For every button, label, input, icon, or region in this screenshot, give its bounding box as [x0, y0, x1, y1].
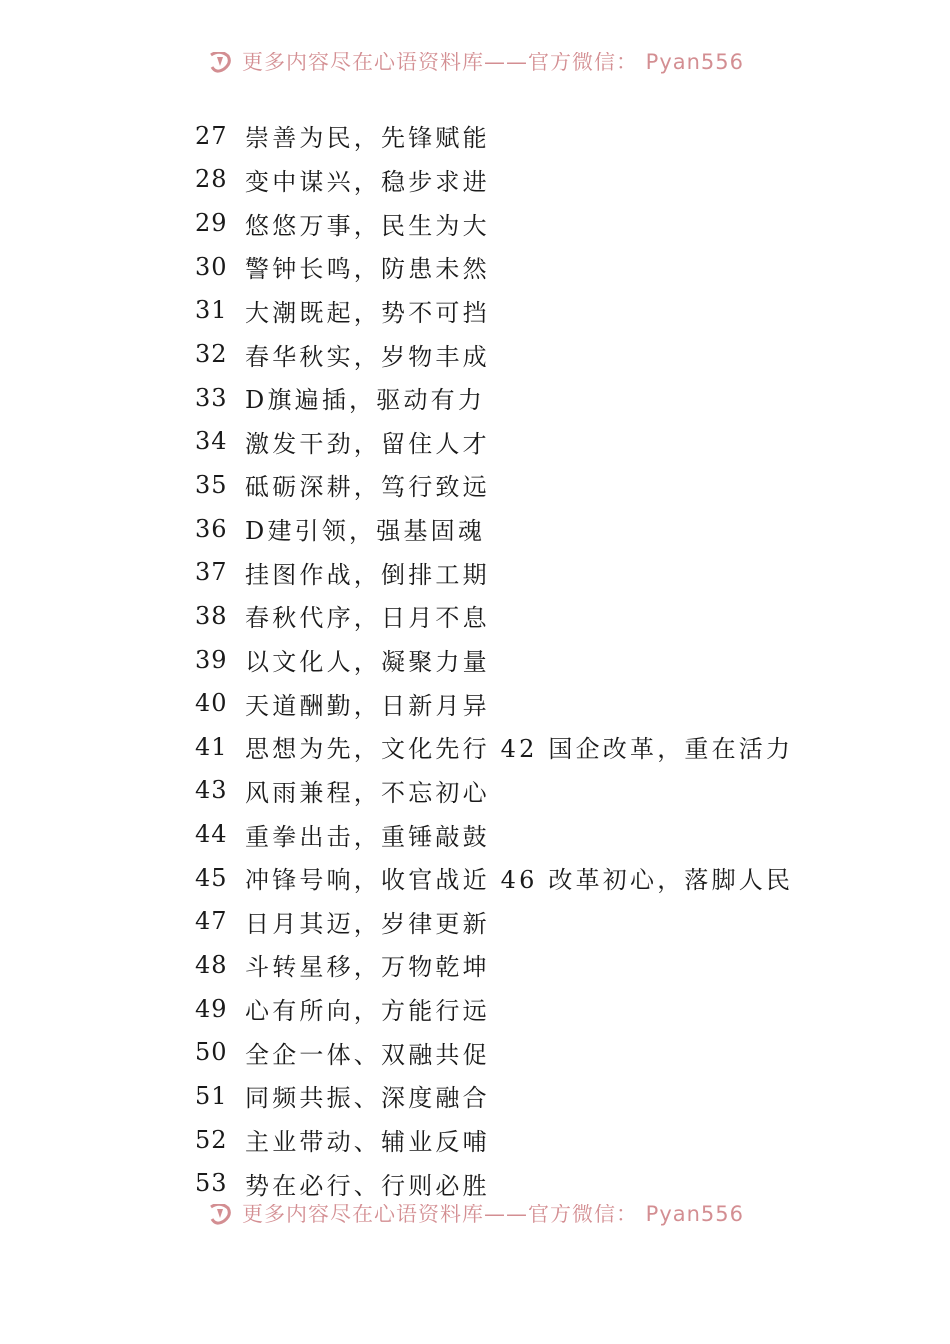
item-text: 冲锋号响，收官战近 46 改革初心，落脚人民	[245, 866, 794, 895]
item-text: 春华秋实，岁物丰成	[245, 342, 490, 371]
item-number: 29	[195, 209, 228, 238]
footer-watermark	[0, 1204, 950, 1238]
item-text: 悠悠万事，民生为大	[245, 211, 490, 240]
list-item	[0, 594, 950, 638]
item-number: 52	[195, 1125, 228, 1154]
list-item	[0, 1161, 950, 1205]
list-item	[0, 1074, 950, 1118]
item-text: 春秋代序，日月不息	[245, 604, 490, 633]
item-number: 51	[195, 1081, 228, 1110]
item-text: 天道酬勤，日新月异	[245, 691, 490, 720]
item-number: 40	[195, 689, 228, 718]
list-item	[0, 812, 950, 856]
slogan-list	[0, 114, 950, 1205]
item-number: 43	[195, 776, 228, 805]
item-number: 53	[195, 1169, 228, 1198]
list-item	[0, 1118, 950, 1162]
item-text: 同频共振、深度融合	[245, 1084, 490, 1113]
item-text: 全企一体、双融共促	[245, 1040, 490, 1069]
item-number: 28	[195, 165, 228, 194]
item-text: 思想为先，文化先行 42 国企改革，重在活力	[245, 735, 794, 764]
item-text: D旗遍插，驱动有力	[245, 386, 486, 415]
item-number: 31	[195, 296, 228, 325]
item-text: 以文化人，凝聚力量	[245, 648, 490, 676]
item-text: 心有所向，方能行远	[245, 997, 490, 1026]
header-watermark	[0, 52, 950, 86]
list-item	[0, 376, 950, 420]
item-text: 势在必行、行则必胜	[245, 1171, 490, 1200]
item-number: 36	[195, 514, 228, 543]
item-number: 30	[195, 252, 228, 281]
item-number: 49	[195, 994, 228, 1023]
list-item	[0, 114, 950, 158]
list-item	[0, 463, 950, 507]
list-item	[0, 725, 950, 769]
list-item	[0, 245, 950, 289]
list-item	[0, 856, 950, 900]
item-text: 重拳出击，重锤敲鼓	[245, 822, 490, 851]
watermark-text: 更多内容尽在心语资料库——官方微信： Pyan556	[241, 52, 745, 74]
item-number: 47	[195, 907, 228, 936]
list-item	[0, 1030, 950, 1074]
item-text: 主业带动、辅业反哺	[245, 1128, 490, 1157]
item-text: 挂图作战，倒排工期	[245, 560, 490, 589]
item-text: 斗转星移，万物乾坤	[245, 953, 490, 982]
list-item	[0, 158, 950, 202]
item-text: 崇善为民，先锋赋能	[245, 124, 490, 153]
item-text: 砥砺深耕，笃行致远	[245, 473, 490, 502]
item-text: 警钟长鸣，防患未然	[245, 255, 490, 284]
list-item	[0, 419, 950, 463]
item-number: 27	[195, 121, 228, 150]
item-number: 33	[195, 383, 228, 412]
item-number: 35	[195, 470, 228, 499]
item-text: 激发干劲，留住人才	[245, 429, 490, 458]
list-item	[0, 943, 950, 987]
item-number: 37	[195, 558, 228, 587]
list-item	[0, 550, 950, 594]
item-text: D建引领，强基固魂	[245, 517, 486, 546]
item-number: 39	[195, 645, 228, 674]
logo-icon	[206, 52, 234, 75]
list-item	[0, 638, 950, 682]
list-item	[0, 769, 950, 813]
item-text: 日月其迈，岁律更新	[245, 909, 490, 938]
list-item	[0, 900, 950, 944]
item-number: 48	[195, 950, 228, 979]
item-number: 32	[195, 340, 228, 369]
list-item	[0, 332, 950, 376]
list-item	[0, 987, 950, 1031]
item-text: 大潮既起，势不可挡	[245, 298, 490, 327]
list-item	[0, 681, 950, 725]
item-text: 变中谋兴，稳步求进	[245, 167, 490, 196]
item-number: 45	[195, 863, 228, 892]
item-number: 34	[195, 427, 228, 456]
watermark-text: 更多内容尽在心语资料库——官方微信： Pyan556	[241, 1204, 745, 1226]
list-item	[0, 201, 950, 245]
list-item	[0, 507, 950, 551]
item-text: 风雨兼程，不忘初心	[245, 778, 490, 807]
item-number: 38	[195, 601, 228, 630]
item-number: 50	[195, 1038, 228, 1067]
list-item	[0, 289, 950, 333]
item-number: 44	[195, 820, 228, 849]
logo-icon	[206, 1204, 234, 1227]
item-number: 41	[195, 732, 228, 761]
